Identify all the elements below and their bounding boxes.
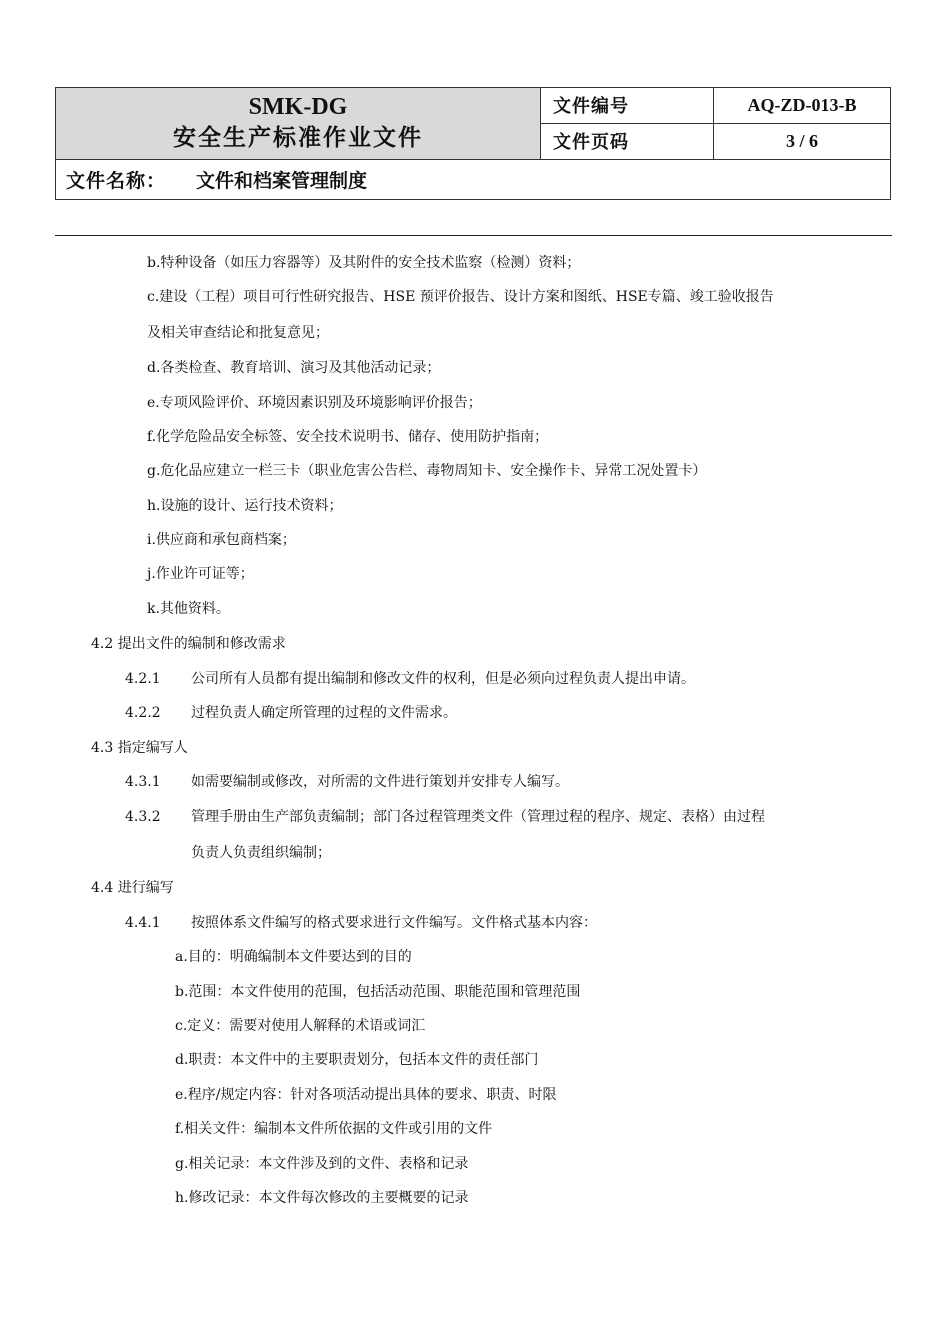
subsection xyxy=(125,913,597,933)
subsection-number: 4.3.2 xyxy=(125,809,161,825)
list-item: c.建设（工程）项目可行性研究报告、HSE 预评价报告、设计方案和图纸、HSE专篇、竣工验收报告 xyxy=(147,289,774,305)
format-item: d.职责：本文件中的主要职责划分，包括本文件的责任部门 xyxy=(175,1052,539,1068)
format-item: f.相关文件：编制本文件所依据的文件或引用的文件 xyxy=(175,1121,493,1137)
list-item-continuation: 及相关审查结论和批复意见； xyxy=(147,325,329,341)
header-divider xyxy=(55,235,892,236)
subsection xyxy=(125,703,457,723)
format-item: c.定义：需要对使用人解释的术语或词汇 xyxy=(175,1018,426,1034)
section-heading: 4.4 进行编写 xyxy=(91,880,174,896)
format-item: e.程序/规定内容：针对各项活动提出具体的要求、职责、时限 xyxy=(175,1087,557,1103)
subsection-number: 4.2.1 xyxy=(125,671,161,687)
subsection-text: 如需要编制或修改，对所需的文件进行策划并安排专人编写。 xyxy=(191,774,569,790)
subsection-text: 过程负责人确定所管理的过程的文件需求。 xyxy=(191,705,457,721)
subsection-number: 4.2.2 xyxy=(125,705,161,721)
format-item: b.范围：本文件使用的范围，包括活动范围、职能范围和管理范围 xyxy=(175,984,581,1000)
list-item: g.危化品应建立一栏三卡（职业危害公告栏、毒物周知卡、安全操作卡、异常工况处置卡） xyxy=(147,463,707,479)
doc-name-row xyxy=(56,159,891,199)
list-item: b.特种设备（如压力容器等）及其附件的安全技术监察（检测）资料； xyxy=(147,255,581,271)
section-heading: 4.3 指定编写人 xyxy=(91,740,188,756)
subsection xyxy=(125,772,569,792)
format-item: a.目的：明确编制本文件要达到的目的 xyxy=(175,949,412,965)
subsection-number: 4.3.1 xyxy=(125,774,161,790)
list-item: f.化学危险品安全标签、安全技术说明书、储存、使用防护指南； xyxy=(147,429,549,445)
page-number-label: 文件页码 xyxy=(541,123,714,159)
subsection xyxy=(125,669,695,689)
subsection xyxy=(125,807,765,827)
company-block xyxy=(56,88,541,160)
document-category: 安全生产标准作业文件 xyxy=(173,124,423,152)
doc-name-label: 文件名称： xyxy=(66,169,167,192)
list-item: e.专项风险评价、环境因素识别及环境影响评价报告； xyxy=(147,395,482,411)
list-item: j.作业许可证等； xyxy=(147,566,254,582)
doc-number-label: 文件编号 xyxy=(541,88,714,124)
company-name: SMK-DG xyxy=(248,94,348,121)
document-header xyxy=(55,87,891,200)
format-item: g.相关记录：本文件涉及到的文件、表格和记录 xyxy=(175,1156,469,1172)
list-item: k.其他资料。 xyxy=(147,601,230,617)
subsection-text: 按照体系文件编写的格式要求进行文件编写。文件格式基本内容： xyxy=(191,915,597,931)
doc-number-value: AQ-ZD-013-B xyxy=(714,88,891,124)
subsection-number: 4.4.1 xyxy=(125,915,161,931)
subsection-text: 管理手册由生产部负责编制；部门各过程管理类文件（管理过程的程序、规定、表格）由过程 xyxy=(191,809,765,825)
list-item: d.各类检查、教育培训、演习及其他活动记录； xyxy=(147,360,441,376)
list-item: i.供应商和承包商档案； xyxy=(147,532,296,548)
doc-name-value: 文件和档案管理制度 xyxy=(196,169,368,192)
subsection-text: 公司所有人员都有提出编制和修改文件的权利，但是必须向过程负责人提出申请。 xyxy=(191,671,695,687)
list-item: h.设施的设计、运行技术资料； xyxy=(147,498,343,514)
section-heading: 4.2 提出文件的编制和修改需求 xyxy=(91,636,286,652)
subsection-continuation: 负责人负责组织编制； xyxy=(191,845,331,861)
format-item: h.修改记录：本文件每次修改的主要概要的记录 xyxy=(175,1190,469,1206)
page-number-value: 3 / 6 xyxy=(714,123,891,159)
